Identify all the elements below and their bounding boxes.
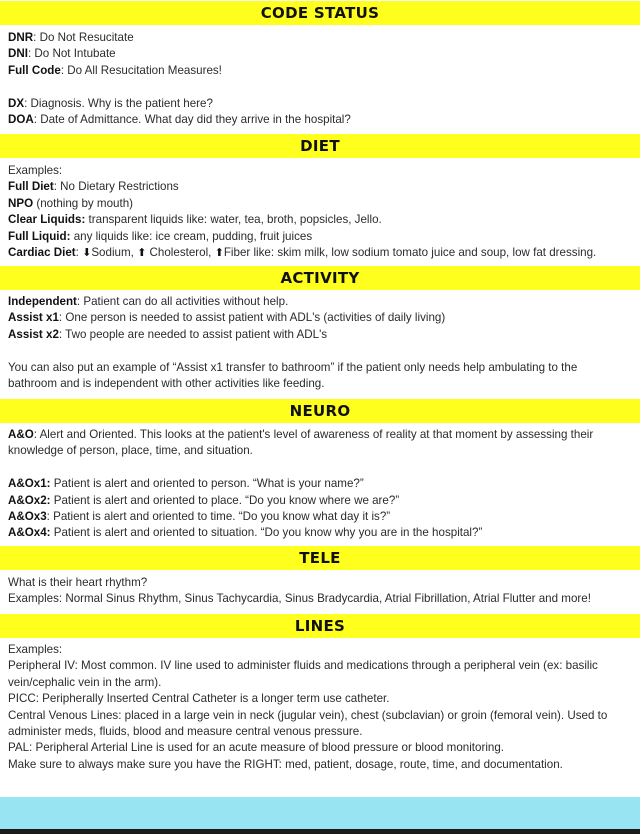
doa-row: DOA: Date of Admittance. What day did they arrive in the hospital?: [8, 113, 351, 127]
activity-header: [0, 266, 640, 290]
activity-note: You can also put an example of “Assist x1 transfer to bathroom” if the patient only needs help ambulating to the bathroom and is independent with other activities like feeding.: [8, 360, 578, 391]
lines-section: [8, 642, 628, 773]
dni-row: DNI: Do Not Intubate: [8, 47, 116, 61]
full-code-row: Full Code: Do All Resucitation Measures!: [8, 63, 222, 77]
diet-section: [8, 163, 628, 261]
assist-x1-row: Assist x1: One person is needed to assist patient with ADL's (activities of daily living): [8, 311, 446, 325]
code-status-header: [0, 1, 640, 25]
neuro-header: [0, 399, 640, 423]
peripheral-iv-text: Peripheral IV: Most common. IV line used to administer fluids and medications through a peripheral vein (ex: basilic vein/cephalic vein in the arm).: [8, 659, 598, 689]
aox2-row: A&Ox2: Patient is alert and oriented to place. “Do you know where we are?”: [8, 493, 400, 507]
lines-header: [0, 614, 640, 638]
tele-question: What is their heart rhythm?: [8, 576, 148, 589]
dx-row: DX: Diagnosis. Why is the patient here?: [8, 96, 213, 110]
independent-row: Independent: Patient can do all activities without help.: [8, 295, 289, 308]
pal-text: PAL: Peripheral Arterial Line is used for an acute measure of blood pressure or blood monitoring.: [8, 741, 505, 755]
diet-examples-label: Examples:: [8, 164, 63, 177]
footer-divider: [0, 829, 640, 834]
lines-examples-label: Examples:: [8, 643, 63, 656]
cardiac-diet-row: Cardiac Diet: ⬇Sodium, ⬆ Cholesterol, ⬆Fiber like: skim milk, low sodium tomato juice and soup, low fat dressing.: [8, 246, 597, 260]
aox1-row: A&Ox1: Patient is alert and oriented to person. “What is your name?”: [8, 477, 364, 491]
ao-definition: A&O: Alert and Oriented. This looks at the patient's level of awareness of reality at that moment by assessing their knowledge of person, place, time, and situation.: [8, 428, 594, 458]
tele-header: [0, 546, 640, 570]
up-arrow-icon: ⬆: [137, 246, 147, 260]
lines-title: LINES: [294, 617, 346, 635]
aox4-row: A&Ox4: Patient is alert and oriented to situation. “Do you know why you are in the hospital?”: [8, 526, 483, 540]
clear-liquids-row: Clear Liquids: transparent liquids like: water, tea, broth, popsicles, Jello.: [8, 213, 382, 227]
activity-section: [8, 294, 628, 392]
npo-row: NPO (nothing by mouth): [8, 196, 134, 210]
assist-x2-row: Assist x2: Two people are needed to assist patient with ADL's: [8, 327, 328, 341]
neuro-title: NEURO: [289, 402, 351, 420]
central-venous-text: Central Venous Lines: placed in a large vein in neck (jugular vein), chest (subclavian) or groin (femoral vein). Used to administer meds, fluids, blood and measure central venous pressure.: [8, 708, 608, 739]
neuro-section: [8, 427, 628, 542]
aox3-row: A&Ox3: Patient is alert and oriented to time. “Do you know what day it is?”: [8, 510, 391, 524]
full-diet-row: Full Diet: No Dietary Restrictions: [8, 180, 179, 194]
picc-text: PICC: Peripherally Inserted Central Catheter is a longer term use catheter.: [8, 692, 390, 706]
reminder-text: Make sure to always make sure you have the RIGHT: med, patient, dosage, route, time, and documentation.: [8, 757, 563, 771]
code-status-section: [8, 30, 628, 128]
full-liquid-row: Full Liquid: any liquids like: ice cream, pudding, fruit juices: [8, 229, 313, 243]
diet-header: [0, 134, 640, 158]
tele-section: [8, 575, 628, 608]
activity-title: ACTIVITY: [280, 269, 360, 287]
dnr-row: DNR: Do Not Resucitate: [8, 31, 134, 44]
tele-title: TELE: [299, 549, 341, 567]
up-arrow-icon: ⬆: [214, 246, 224, 260]
tele-examples: Examples: Normal Sinus Rhythm, Sinus Tachycardia, Sinus Bradycardia, Atrial Fibrillation, Atrial Flutter and more!: [8, 592, 591, 606]
diet-title: DIET: [300, 137, 340, 155]
down-arrow-icon: ⬇: [82, 246, 92, 260]
code-status-title: CODE STATUS: [260, 4, 380, 22]
